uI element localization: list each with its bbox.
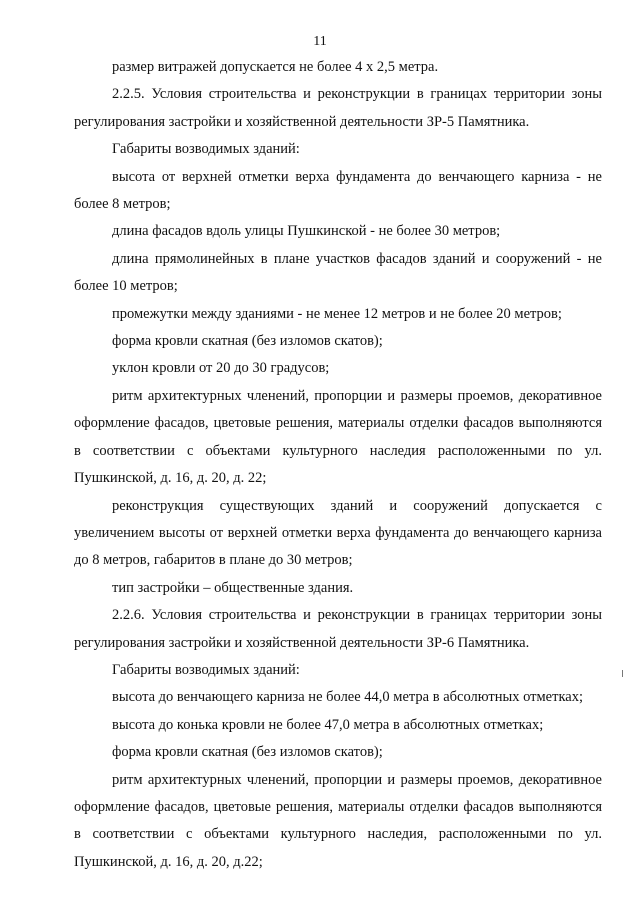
paragraph-building-type: тип застройки – общественные здания. — [112, 579, 354, 596]
section-2-2-6-heading: 2.2.6. Условия строительства и реконструкции в границах территории зоны регулирования застройки и хозяйственной деятельности ЗР-6 Памятника. — [74, 607, 602, 651]
paragraph-ridge-height: высота до конька кровли не более 47,0 метра в абсолютных отметках; — [112, 716, 544, 733]
document-body — [74, 54, 602, 876]
paragraph-roof-shape-2: форма кровли скатная (без изломов скатов); — [112, 744, 383, 761]
paragraph-building-dimensions-2: Габариты возводимых зданий: — [112, 661, 300, 678]
paragraph-building-gaps: промежутки между зданиями - не менее 12 метров и не более 20 метров; — [112, 305, 562, 322]
section-2-2-5-heading: 2.2.5. Условия строительства и реконструкции в границах территории зоны регулирования застройки и хозяйственной деятельности ЗР-5 Памятника. — [74, 86, 602, 130]
paragraph-facade-length: длина фасадов вдоль улицы Пушкинской - не более 30 метров; — [112, 223, 501, 240]
scan-speck-mark — [622, 670, 623, 677]
paragraph-roof-shape: форма кровли скатная (без изломов скатов); — [112, 333, 383, 350]
page-number: 11 — [313, 34, 327, 49]
paragraph-architectural-rhythm-2: ритм архитектурных членений, пропорции и размеры проемов, декоративное оформление фасадов, цветовые решения, материалы отделки фасадов выполняются в соответствии с объектами культурного наследия, расположенными по ул. Пушкинской, д. 16, д. 20, д.22; — [74, 771, 602, 870]
paragraph-vitrazh-size: размер витражей допускается не более 4 х 2,5 метра. — [112, 59, 439, 75]
paragraph-roof-slope: уклон кровли от 20 до 30 градусов; — [112, 360, 330, 377]
paragraph-cornice-height: высота до венчающего карниза не более 44,0 метра в абсолютных отметках; — [112, 689, 583, 706]
paragraph-architectural-rhythm: ритм архитектурных членений, пропорции и размеры проемов, декоративное оформление фасадов, цветовые решения, материалы отделки фасадов выполняются в соответствии с объектами культурного наследия расположенными по ул. Пушкинской, д. 16, д. 20, д. 22; — [74, 387, 602, 487]
paragraph-height-limit: высота от верхней отметки верха фундамента до венчающего карниза - не более 8 метров; — [74, 168, 602, 213]
paragraph-reconstruction: реконструкция существующих зданий и сооружений допускается с увеличением высоты от верхней отметки верха фундамента до венчающего карниза до 8 метров, габаритов в плане до 30 метров; — [74, 497, 602, 569]
paragraph-straight-facade-length: длина прямолинейных в плане участков фасадов зданий и сооружений - не более 10 метров; — [74, 250, 602, 295]
paragraph-building-dimensions: Габариты возводимых зданий: — [112, 141, 300, 158]
